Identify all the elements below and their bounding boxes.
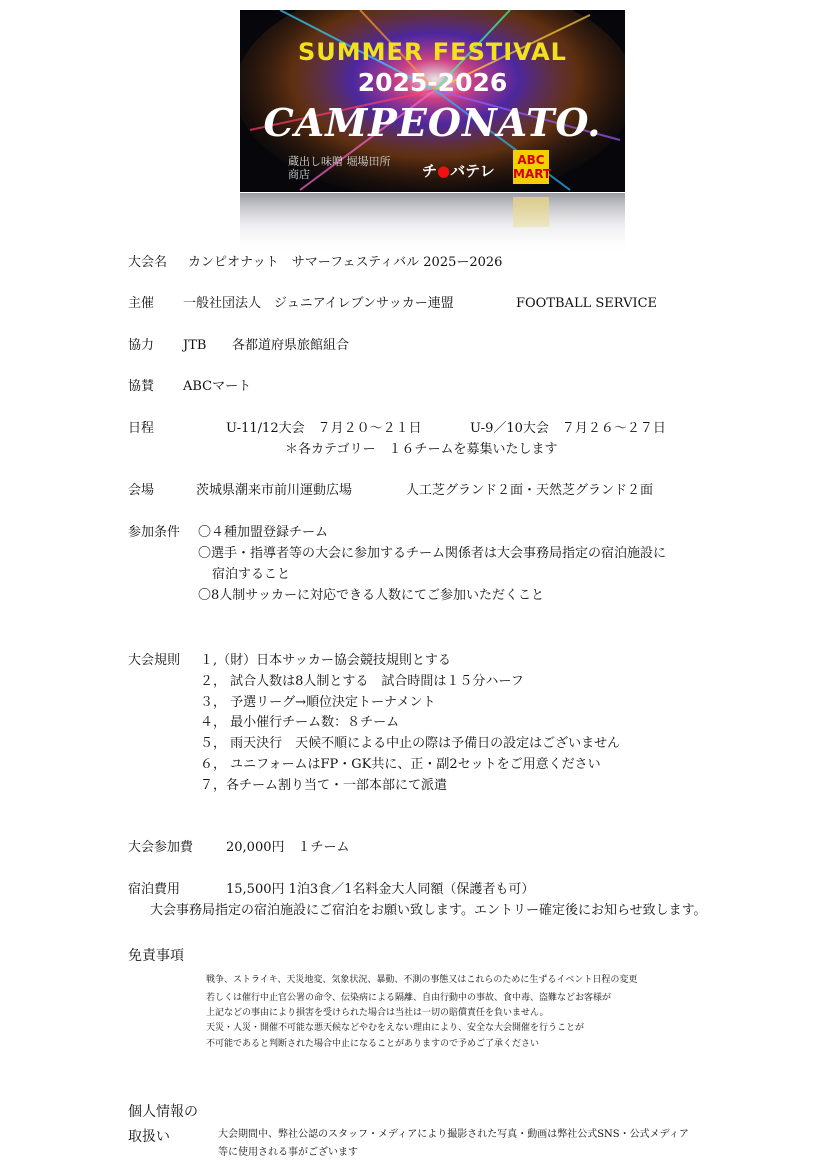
rule-item: ３， 予選リーグ→順位決定トーナメント bbox=[200, 695, 436, 710]
label-rules: 大会規則 bbox=[128, 653, 181, 668]
banner-reflection bbox=[240, 193, 625, 255]
disclaimer-line: 天災・人災・開催不可能な悪天候などやむをえない理由により、安全な大会開催を行うことが bbox=[206, 1023, 585, 1033]
label-lodging: 宿泊費用 bbox=[128, 882, 181, 897]
rule-item: ４， 最小催行チーム数：８チーム bbox=[200, 715, 400, 730]
banner-title-line2: 2025-2026 bbox=[357, 68, 508, 97]
condition-item: 〇8人制サッカーに対応できる人数にてご参加いただくこと bbox=[198, 588, 545, 603]
privacy-text-line2: 等に使用される事がございます bbox=[218, 1147, 358, 1158]
label-cooperation: 協力 bbox=[128, 338, 155, 353]
privacy-text-line1: 大会期間中、弊社公認のスタッフ・メディアにより撮影された写真・動画は弊社公式SNS・公式メディア bbox=[218, 1129, 689, 1140]
rule-item: ５， 雨天決行 天候不順による中止の際は予備日の設定はございません bbox=[200, 736, 621, 751]
rule-item: ６， ユニフォームはFP・GK共に、正・副2セットをご用意ください bbox=[200, 757, 601, 772]
condition-item: 宿泊すること bbox=[212, 567, 291, 582]
value-entry-fee: 20,000円 １チーム bbox=[226, 840, 350, 855]
label-venue: 会場 bbox=[128, 483, 155, 498]
disclaimer-heading: 免責事項 bbox=[128, 948, 184, 964]
privacy-heading-line2: 取扱い bbox=[128, 1129, 170, 1145]
label-entry-fee: 大会参加費 bbox=[128, 840, 194, 855]
value-lodging: 15,500円 1泊3食／1名料金大人同額（保護者も可） bbox=[226, 882, 535, 897]
disclaimer-line: 戦争、ストライキ、天災地変、気象状況、暴動、不測の事態又はこれらのために生ずるイベント日程の変更 bbox=[206, 975, 638, 985]
rule-item: ２， 試合人数は8人制とする 試合時間は１５分ハーフ bbox=[200, 674, 524, 689]
rule-item: １,（財）日本サッカー協会競技規則とする bbox=[200, 653, 451, 668]
disclaimer-line: 若しくは催行中止官公署の命令、伝染病による隔離、自由行動中の事故、食中毒、盗難などお客様が bbox=[206, 993, 612, 1003]
value-sponsor: ABCマート bbox=[183, 379, 252, 394]
banner-title-line3: CAMPEONATO. bbox=[263, 100, 602, 145]
sponsor-miso-logo: 蔵出し味噌 堀場田所商店 bbox=[288, 155, 391, 181]
disclaimer-line: 不可能であると判断された場合中止になることがありますので予めご了承ください bbox=[206, 1039, 540, 1049]
value-host-1: 一般社団法人 ジュニアイレブンサッカー連盟 bbox=[183, 296, 454, 311]
condition-item: 〇選手・指導者等の大会に参加するチーム関係者は大会事務局指定の宿泊施設に bbox=[198, 546, 667, 561]
sponsor-tv-logo: チ●バテレ bbox=[422, 162, 495, 180]
banner-title-line1: SUMMER FESTIVAL bbox=[298, 38, 567, 66]
disclaimer-line: 上記などの事由により損害を受けられた場合は当社は一切の賠償責任を負いません。 bbox=[206, 1008, 549, 1018]
value-cooperation-1: JTB bbox=[183, 338, 207, 353]
value-venue-1: 茨城県潮来市前川運動広場 bbox=[196, 483, 353, 498]
condition-item: 〇４種加盟登録チーム bbox=[198, 525, 329, 540]
rule-item: ７，各チーム割り当て・一部本部にて派遣 bbox=[200, 778, 448, 793]
value-host-2: FOOTBALL SERVICE bbox=[516, 296, 658, 311]
value-venue-2: 人工芝グランド２面・天然芝グランド２面 bbox=[406, 483, 654, 498]
value-event-name: カンピオナット サマーフェスティバル 2025ー2026 bbox=[188, 255, 503, 270]
label-event-name: 大会名 bbox=[128, 255, 168, 270]
schedule-note: ＊各カテゴリー １６チームを募集いたします bbox=[285, 442, 558, 457]
festival-banner bbox=[240, 10, 625, 192]
value-schedule-u10: U-9／10大会 ７月２６～２７日 bbox=[470, 421, 666, 436]
lodging-note: 大会事務局指定の宿泊施設にご宿泊をお願い致します。エントリー確定後にお知らせ致します。 bbox=[150, 903, 707, 918]
value-cooperation-2: 各都道府県旅館組合 bbox=[232, 338, 350, 353]
privacy-heading-line1: 個人情報の bbox=[128, 1104, 198, 1120]
label-sponsor: 協賛 bbox=[128, 379, 155, 394]
label-conditions: 参加条件 bbox=[128, 525, 181, 540]
sponsor-abc-mart-logo: ABC MART bbox=[513, 150, 549, 184]
value-schedule-u12: U-11/12大会 ７月２０～２１日 bbox=[226, 421, 422, 436]
label-host: 主催 bbox=[128, 296, 155, 311]
label-schedule: 日程 bbox=[128, 421, 155, 436]
